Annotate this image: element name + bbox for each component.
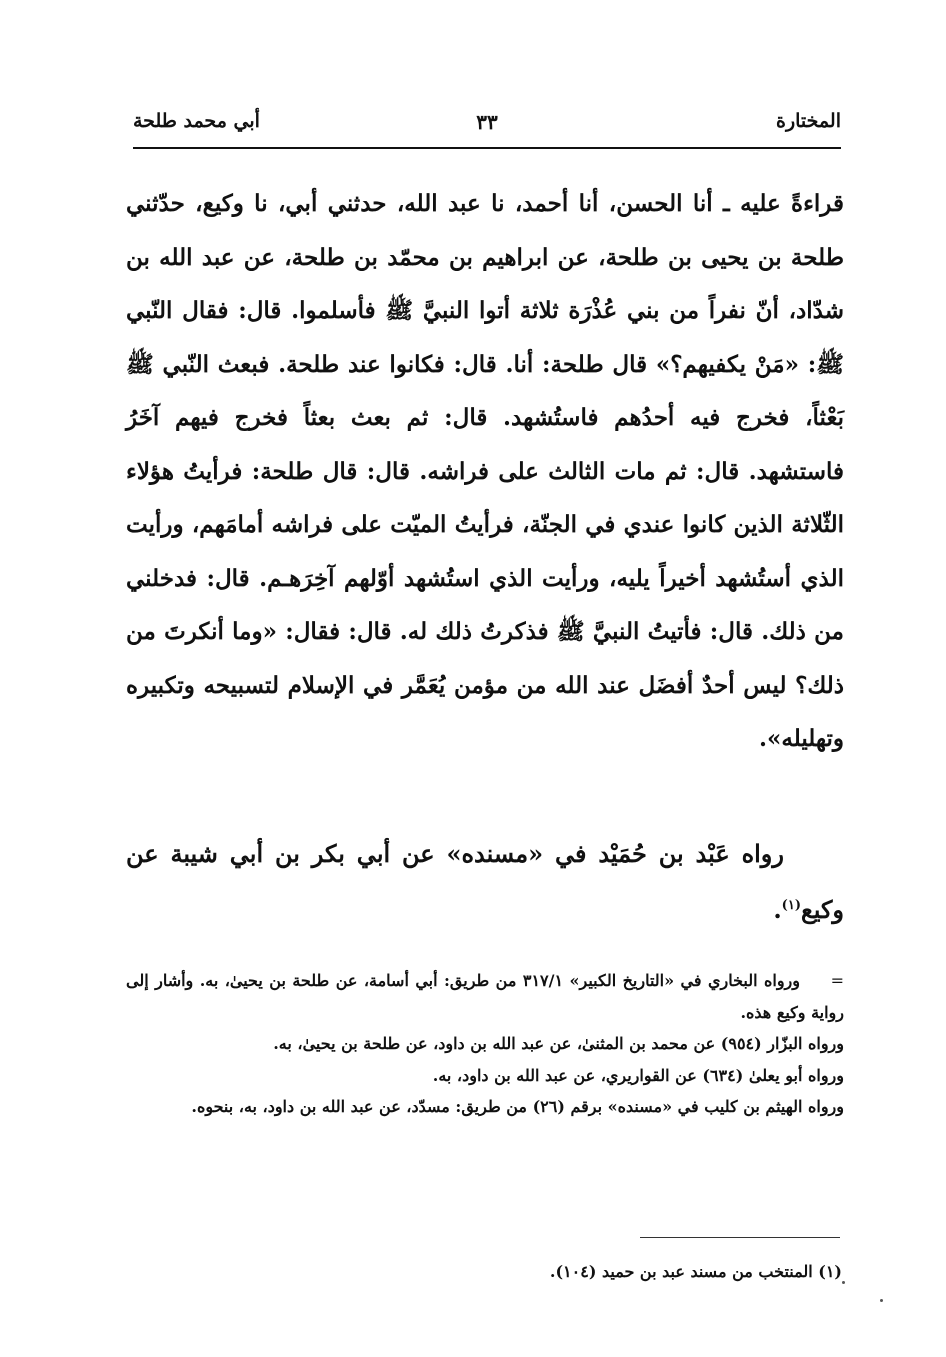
note-text: ورواه الهيثم بن كليب في «مسنده» برقم (٢٦) من طريق: مسدّد، عن عبد الله بن داود، به، بنحوه. xyxy=(191,1097,844,1116)
book-title: المختارة xyxy=(776,110,841,132)
narration-paragraph xyxy=(126,826,844,938)
note-text: ورواه أبو يعلىٰ (٦٣٤) عن القواريري، عن عبد الله بن داود، به. xyxy=(432,1065,844,1085)
footnote: (١) المنتخب من مسند عبد بن حميد (١٠٤). xyxy=(549,1262,842,1281)
page-number: ٣٣ xyxy=(476,110,498,134)
section-title: أبي محمد طلحة xyxy=(133,110,260,132)
continuation-mark: = xyxy=(830,971,844,990)
narration-block xyxy=(126,826,844,938)
scan-speck xyxy=(842,1281,845,1284)
narration-text: رواه عَبْد بن حُمَيْد في «مسنده» عن أبي بكر بن أبي شيبة عن وكيع xyxy=(126,839,844,924)
narration-end: . xyxy=(773,895,782,924)
note-item xyxy=(126,965,844,1028)
note-item xyxy=(126,1091,844,1123)
note-item xyxy=(126,1060,844,1092)
notes-block xyxy=(126,965,844,1123)
hadith-paragraph: قراءةً عليه ـ أنا الحسن، أنا أحمد، نا عبد الله، حدثني أبي، نا وكيع، حدّثني طلحة بن يحيى بن طلحة، عن ابراهيم بن محمّد بن طلحة، عن عبد الله بن شدّاد، أنّ نفراً من بني عُذْرَة ثلاثة أتوا النبيَّ ﷺ فأسلموا. قال: فقال النّبي ﷺ: «مَنْ يكفيهم؟» قال طلحة: أنا. قال: فكانوا عند طلحة. فبعث النّبي ﷺ بَعْثاً، فخرج فيه أحدُهم فاستُشهد. قال: ثم بعث بعثاً فخرج فيهم آخَرُ فاستشهد. قال: ثم مات الثالث على فراشه. قال: قال طلحة: فرأيتُ هؤلاء الثّلاثة الذين كانوا عندي في الجنّة، فرأيتُ الميّت على فراشه أمامَهم، ورأيت الذي أستُشهد أخيراً يليه، ورأيت الذي استُشهد أوّلهم آخِرَهـم. قال: فدخلني من ذلك. قال: فأتيتُ النبيَّ ﷺ فذكرتُ ذلك له. قال: فقال: «وما أنكرتَ من ذلك؟ ليس أحدٌ أفضَل عند الله من مؤمن يُعَمَّر في الإسلام لتسبيحه وتكبيره وتهليله». xyxy=(126,190,845,752)
note-text: ورواه البزّار (٩٥٤) عن محمد بن المثنىٰ، عن عبد الله بن داود، عن طلحة بن يحيىٰ، به. xyxy=(273,1034,844,1053)
footnote-rule xyxy=(640,1237,840,1238)
running-header xyxy=(133,110,841,144)
note-item xyxy=(126,1028,844,1060)
main-text xyxy=(126,177,844,766)
note-text: ورواه البخاري في «التاريخ الكبير» ٣١٧/١ من طريق: أبي أسامة، عن طلحة بن يحيىٰ، به. وأشار إلى رواية وكيع هذه. xyxy=(126,971,844,1022)
footnote-ref: (١) xyxy=(781,898,801,913)
scan-speck xyxy=(880,1299,883,1302)
header-rule xyxy=(133,147,841,149)
